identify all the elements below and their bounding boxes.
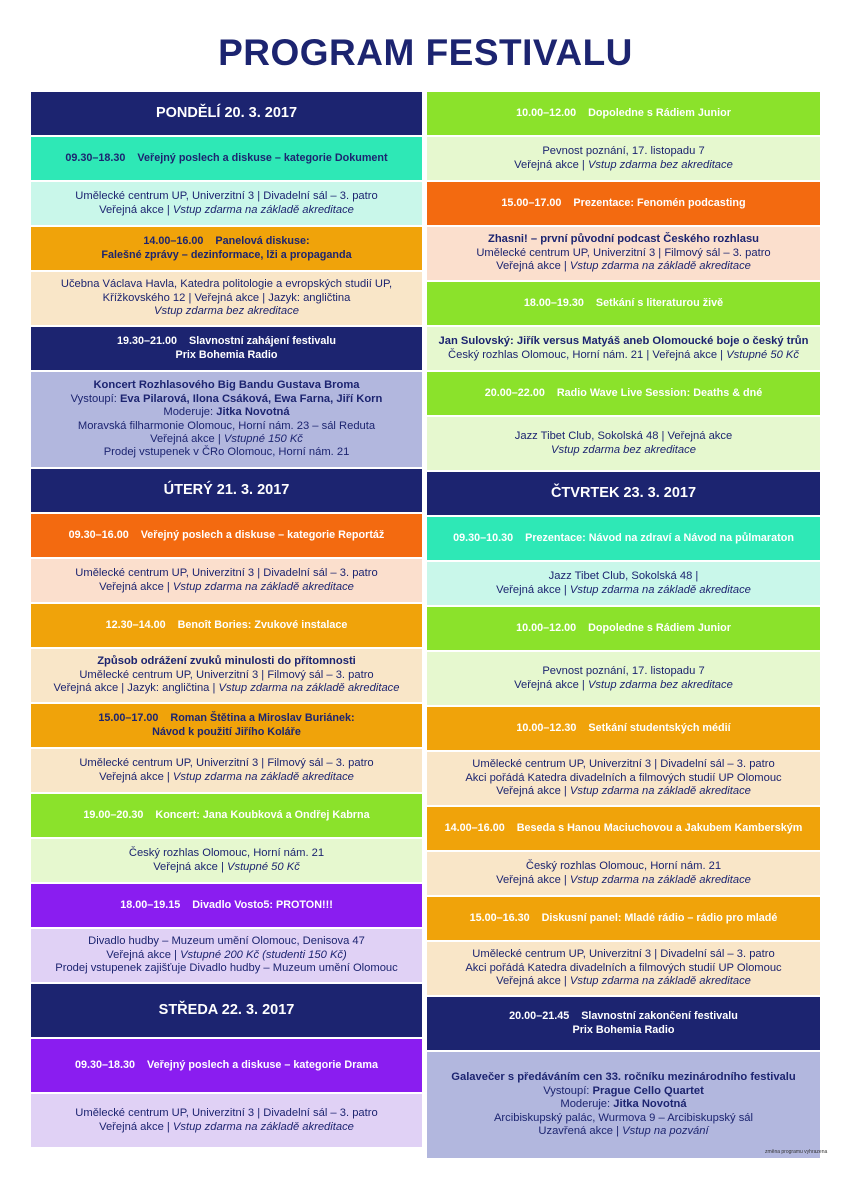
event-header	[427, 92, 820, 135]
event-header	[31, 514, 422, 557]
event-details	[427, 562, 820, 605]
event-line: Veřejná akce | Vstupné 150 Kč	[150, 432, 303, 445]
event-header	[427, 372, 820, 415]
event-details	[427, 942, 820, 995]
event-line: 14.00–16.00 Beseda s Hanou Maciuchovou a Jakubem Kamberským	[444, 821, 803, 834]
event-line: 18.00–19.30 Setkání s literaturou živě	[523, 296, 724, 309]
program-change-note: změna programu vyhrazena	[765, 1149, 828, 1155]
event-header	[31, 604, 422, 647]
event-line: Umělecké centrum UP, Univerzitní 3 | Divadelní sál – 3. patro	[472, 758, 775, 771]
event-line: Křížkovského 12 | Veřejná akce | Jazyk: angličtina	[102, 291, 351, 304]
event-line: Umělecké centrum UP, Univerzitní 3 | Divadelní sál – 3. patro	[472, 948, 775, 961]
event-details	[427, 1052, 820, 1158]
event-details	[31, 272, 422, 325]
event-details	[427, 752, 820, 805]
event-line: Koncert Rozhlasového Big Bandu Gustava Broma	[93, 379, 360, 392]
event-line: Český rozhlas Olomouc, Horní nám. 21	[525, 860, 722, 873]
event-details	[31, 559, 422, 602]
event-details	[427, 327, 820, 370]
event-line: 10.00–12.00 Dopoledne s Rádiem Junior	[516, 106, 731, 119]
event-line: Veřejná akce | Vstupné 200 Kč (studenti 150 Kč)	[106, 948, 347, 961]
event-line: Veřejná akce | Vstup zdarma na základě akreditace	[496, 873, 751, 886]
event-header	[31, 227, 422, 270]
day-heading: PONDĚLÍ 20. 3. 2017	[31, 92, 422, 135]
event-details	[31, 929, 422, 982]
event-details	[427, 417, 820, 470]
event-line: Galavečer s předáváním cen 33. ročníku mezinárodního festivalu	[451, 1071, 796, 1084]
event-line: Veřejná akce | Vstupné 50 Kč	[153, 860, 300, 873]
event-line: Falešné zprávy – dezinformace, lži a propaganda	[101, 248, 352, 261]
event-line: Umělecké centrum UP, Univerzitní 3 | Divadelní sál – 3. patro	[75, 190, 378, 203]
event-line: Umělecké centrum UP, Univerzitní 3 | Divadelní sál – 3. patro	[75, 567, 378, 580]
event-header	[427, 517, 820, 560]
event-line: Moderuje: Jitka Novotná	[560, 1098, 687, 1111]
event-line: Umělecké centrum UP, Univerzitní 3 | Filmový sál – 3. patro	[79, 668, 374, 681]
event-line: 09.30–18.30 Veřejný poslech a diskuse – kategorie Drama	[74, 1058, 379, 1071]
event-line: Veřejná akce | Vstup zdarma na základě akreditace	[496, 260, 751, 273]
event-line: Jazz Tibet Club, Sokolská 48 | Veřejná akce	[514, 430, 733, 443]
event-line: Veřejná akce | Vstup zdarma na základě akreditace	[99, 770, 354, 783]
event-line: Veřejná akce | Vstup zdarma na základě akreditace	[99, 203, 354, 216]
event-line: Vstup zdarma bez akreditace	[154, 305, 299, 318]
event-header	[31, 327, 422, 370]
event-line: 19.30–21.00 Slavnostní zahájení festivalu	[116, 335, 337, 348]
event-header	[427, 997, 820, 1050]
event-line: 12.30–14.00 Benoît Bories: Zvukové instalace	[105, 618, 348, 631]
event-details	[31, 839, 422, 882]
event-line: Český rozhlas Olomouc, Horní nám. 21	[128, 847, 325, 860]
event-line: 15.00–17.00 Roman Štětina a Miroslav Buriánek:	[98, 712, 355, 725]
event-line: Vstup zdarma bez akreditace	[551, 443, 696, 456]
event-header	[427, 282, 820, 325]
event-line: Prix Bohemia Radio	[175, 348, 278, 361]
event-line: Umělecké centrum UP, Univerzitní 3 | Filmový sál – 3. patro	[476, 246, 771, 259]
event-line: Arcibiskupský palác, Wurmova 9 – Arcibiskupský sál	[493, 1111, 754, 1124]
event-line: 18.00–19.15 Divadlo Vosto5: PROTON!!!	[120, 898, 333, 911]
event-line: Akci pořádá Katedra divadelních a filmových studií UP Olomouc	[465, 961, 782, 974]
event-details	[31, 1094, 422, 1147]
event-line: 09.30–16.00 Veřejný poslech a diskuse – kategorie Reportáž	[68, 528, 385, 541]
event-line: 20.00–21.45 Slavnostní zakončení festivalu	[509, 1010, 738, 1023]
event-line: Veřejná akce | Vstup zdarma bez akreditace	[514, 678, 733, 691]
event-header	[427, 807, 820, 850]
event-line: 20.00–22.00 Radio Wave Live Session: Deaths & dné	[484, 386, 763, 399]
event-details	[427, 652, 820, 705]
event-line: Pevnost poznání, 17. listopadu 7	[542, 665, 705, 678]
event-line: 10.00–12.30 Setkání studentských médií	[516, 721, 731, 734]
event-line: Divadlo hudby – Muzeum umění Olomouc, Denisova 47	[88, 935, 365, 948]
event-line: Veřejná akce | Jazyk: angličtina | Vstup zdarma na základě akreditace	[53, 682, 400, 695]
event-header	[31, 1039, 422, 1092]
event-line: Prodej vstupenek v ČRo Olomouc, Horní nám. 21	[103, 446, 350, 459]
event-line: Prodej vstupenek zajišťuje Divadlo hudby – Muzeum umění Olomouc	[55, 962, 398, 975]
event-line: 19.00–20.30 Koncert: Jana Koubková a Ondřej Kabrna	[83, 808, 370, 821]
event-line: 09.30–10.30 Prezentace: Návod na zdraví a Návod na půlmaraton	[453, 531, 794, 544]
page-title: PROGRAM FESTIVALU	[218, 32, 633, 73]
event-line: Vystoupí: Eva Pilarová, Ilona Csáková, Ewa Farna, Jiří Korn	[70, 392, 383, 405]
event-header	[31, 794, 422, 837]
event-line: Akci pořádá Katedra divadelních a filmových studií UP Olomouc	[465, 771, 782, 784]
day-heading: ÚTERÝ 21. 3. 2017	[31, 469, 422, 512]
event-header	[427, 707, 820, 750]
event-line: Pevnost poznání, 17. listopadu 7	[542, 145, 705, 158]
program-column-right	[427, 92, 820, 1160]
event-line: Jazz Tibet Club, Sokolská 48 |	[548, 570, 699, 583]
event-details	[427, 227, 820, 280]
event-line: Umělecké centrum UP, Univerzitní 3 | Filmový sál – 3. patro	[79, 757, 374, 770]
event-line: Uzavřená akce | Vstup na pozvání	[538, 1125, 709, 1138]
event-line: Prix Bohemia Radio	[572, 1023, 675, 1036]
event-line: Návod k použití Jiřího Koláře	[152, 725, 301, 738]
event-line: Veřejná akce | Vstup zdarma na základě akreditace	[496, 583, 751, 596]
day-heading: STŘEDA 22. 3. 2017	[31, 984, 422, 1037]
event-details	[427, 852, 820, 895]
event-line: Umělecké centrum UP, Univerzitní 3 | Divadelní sál – 3. patro	[75, 1107, 378, 1120]
event-line: Veřejná akce | Vstup zdarma na základě akreditace	[496, 975, 751, 988]
event-line: Učebna Václava Havla, Katedra politologie a evropských studií UP,	[60, 278, 393, 291]
event-details	[31, 749, 422, 792]
event-line: 14.00–16.00 Panelová diskuse:	[143, 235, 310, 248]
event-header	[31, 704, 422, 747]
event-line: Vystoupí: Prague Cello Quartet	[543, 1084, 704, 1097]
day-heading: ČTVRTEK 23. 3. 2017	[427, 472, 820, 515]
event-header	[31, 137, 422, 180]
program-column-left	[31, 92, 422, 1149]
event-header	[427, 182, 820, 225]
event-header	[31, 884, 422, 927]
event-header	[427, 607, 820, 650]
event-line: 10.00–12.00 Dopoledne s Rádiem Junior	[516, 621, 731, 634]
event-details	[427, 137, 820, 180]
event-line: Moderuje: Jitka Novotná	[163, 406, 290, 419]
event-line: Veřejná akce | Vstup zdarma na základě akreditace	[496, 785, 751, 798]
event-line: 09.30–18.30 Veřejný poslech a diskuse – kategorie Dokument	[65, 151, 388, 164]
event-line: 15.00–17.00 Prezentace: Fenomén podcasting	[501, 196, 746, 209]
event-details	[31, 182, 422, 225]
event-details	[31, 372, 422, 467]
event-line: Zhasni! – první původní podcast Českého rozhlasu	[487, 233, 760, 246]
event-line: Způsob odrážení zvuků minulosti do přítomnosti	[97, 655, 356, 668]
event-line: 15.00–16.30 Diskusní panel: Mladé rádio – rádio pro mladé	[469, 911, 778, 924]
event-line: Veřejná akce | Vstup zdarma na základě akreditace	[99, 580, 354, 593]
event-line: Veřejná akce | Vstup zdarma na základě akreditace	[99, 1120, 354, 1133]
event-header	[427, 897, 820, 940]
event-line: Veřejná akce | Vstup zdarma bez akreditace	[514, 158, 733, 171]
event-line: Jan Sulovský: Jiřík versus Matyáš aneb Olomoucké boje o český trůn	[438, 335, 809, 348]
event-line: Český rozhlas Olomouc, Horní nám. 21 | Veřejná akce | Vstupné 50 Kč	[448, 348, 799, 361]
event-details	[31, 649, 422, 702]
event-line: Moravská filharmonie Olomouc, Horní nám. 23 – sál Reduta	[77, 419, 376, 432]
